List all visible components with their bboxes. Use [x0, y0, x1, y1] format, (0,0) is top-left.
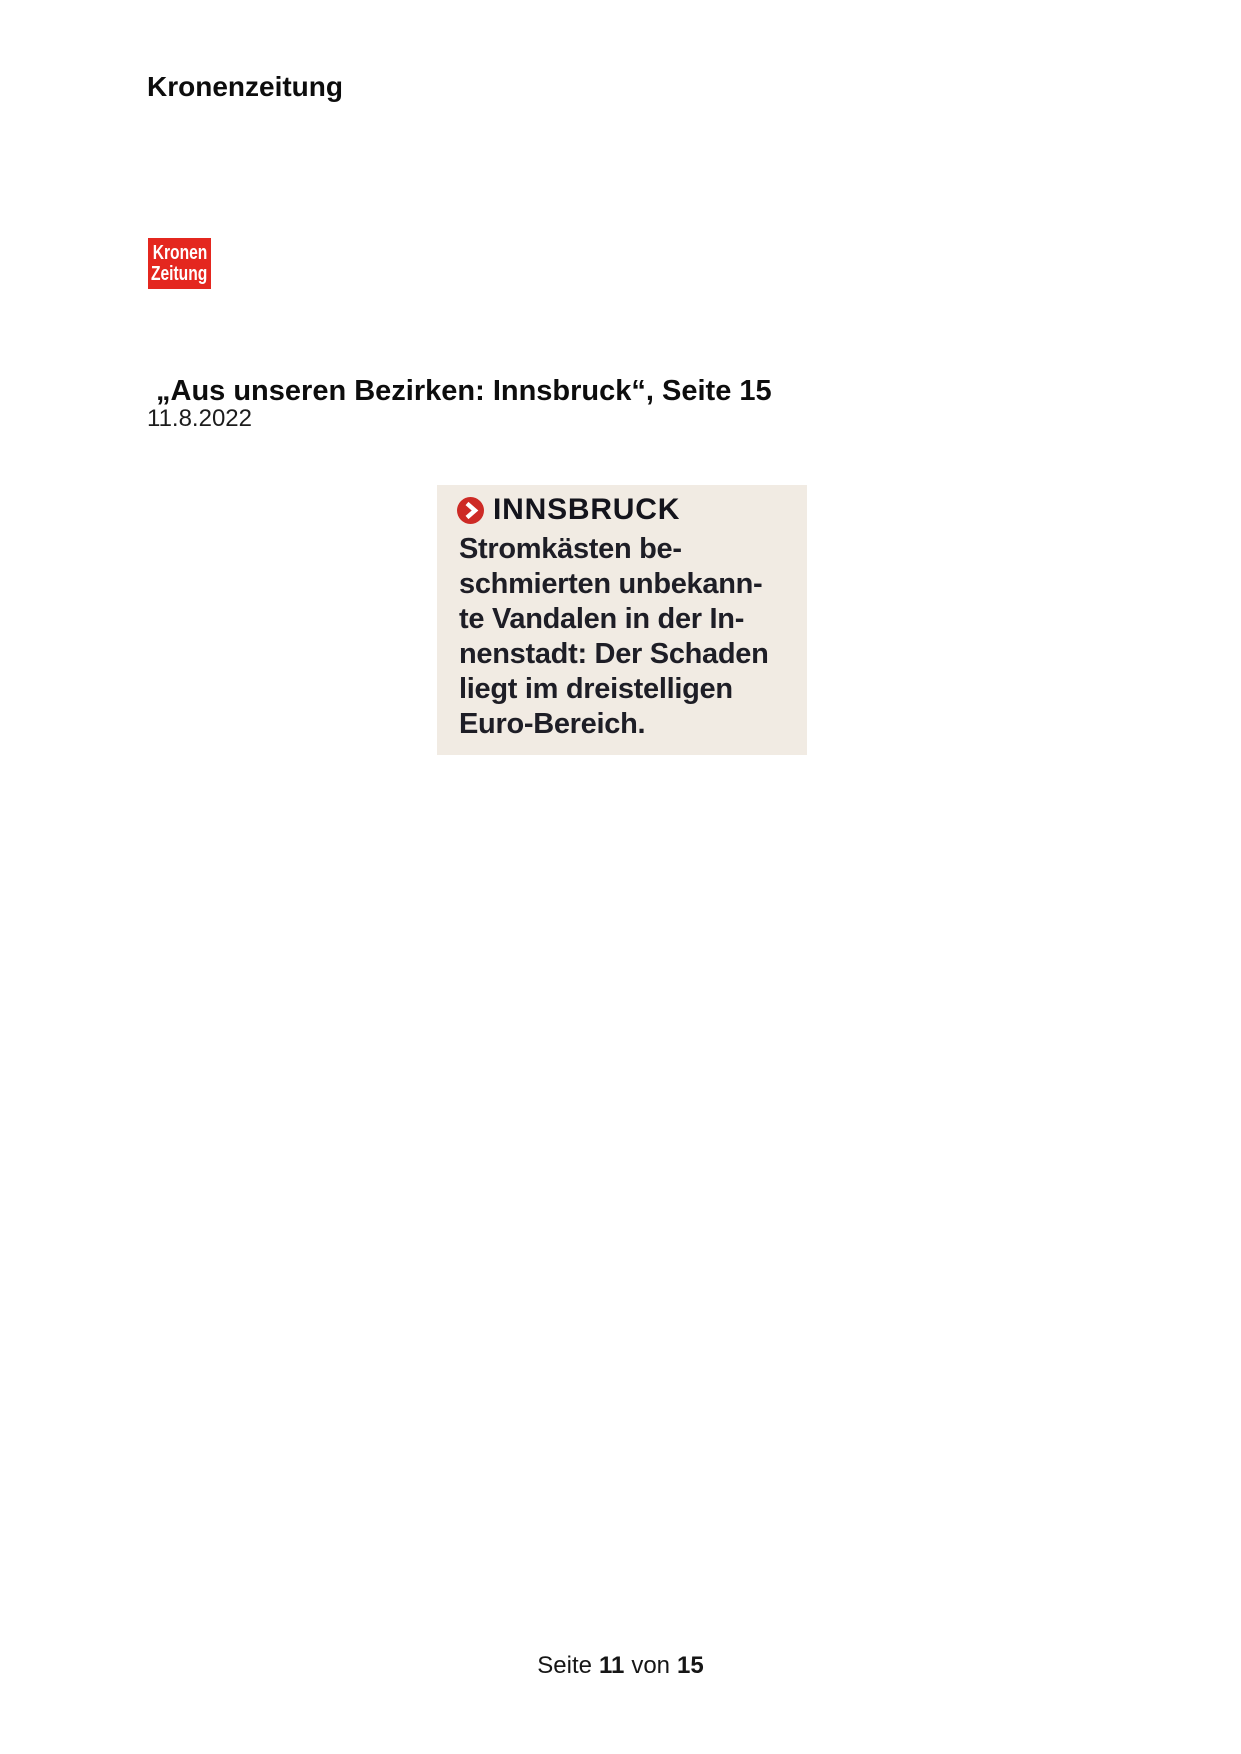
clipping-body-line: Euro-Bereich.: [459, 708, 646, 740]
kronen-zeitung-logo: [148, 238, 211, 289]
footer-current-page-number: 11: [598, 1652, 625, 1679]
logo-text-line1: Kronen: [152, 241, 207, 264]
article-date: 11.8.2022: [147, 405, 252, 432]
page-footer: [0, 1652, 1241, 1680]
clipping-body-line: schmierten unbekann-: [459, 568, 763, 600]
clipping-body-line: nenstadt: Der Schaden: [459, 638, 769, 670]
footer-label-seite: Seite: [537, 1652, 592, 1679]
footer-label-von: von: [631, 1652, 671, 1679]
article-headline: „Aus unseren Bezirken: Innsbruck“, Seite 15: [156, 375, 772, 407]
clipping-body-line: Stromkästen be-: [459, 533, 682, 565]
clipping-title: INNSBRUCK: [493, 493, 681, 526]
clipping-body-line: te Vandalen in der In-: [459, 603, 745, 635]
logo-text-line2: Zeitung: [151, 262, 208, 285]
newspaper-clipping-image: [437, 485, 807, 755]
clipping-title-row: [457, 494, 807, 526]
clipping-body: [459, 532, 807, 742]
clipping-body-line: liegt im dreistelligen: [459, 673, 733, 705]
footer-total-page-number: 15: [677, 1652, 704, 1679]
chevron-right-circle-icon: [457, 497, 484, 524]
publication-title: Kronenzeitung: [147, 71, 343, 102]
